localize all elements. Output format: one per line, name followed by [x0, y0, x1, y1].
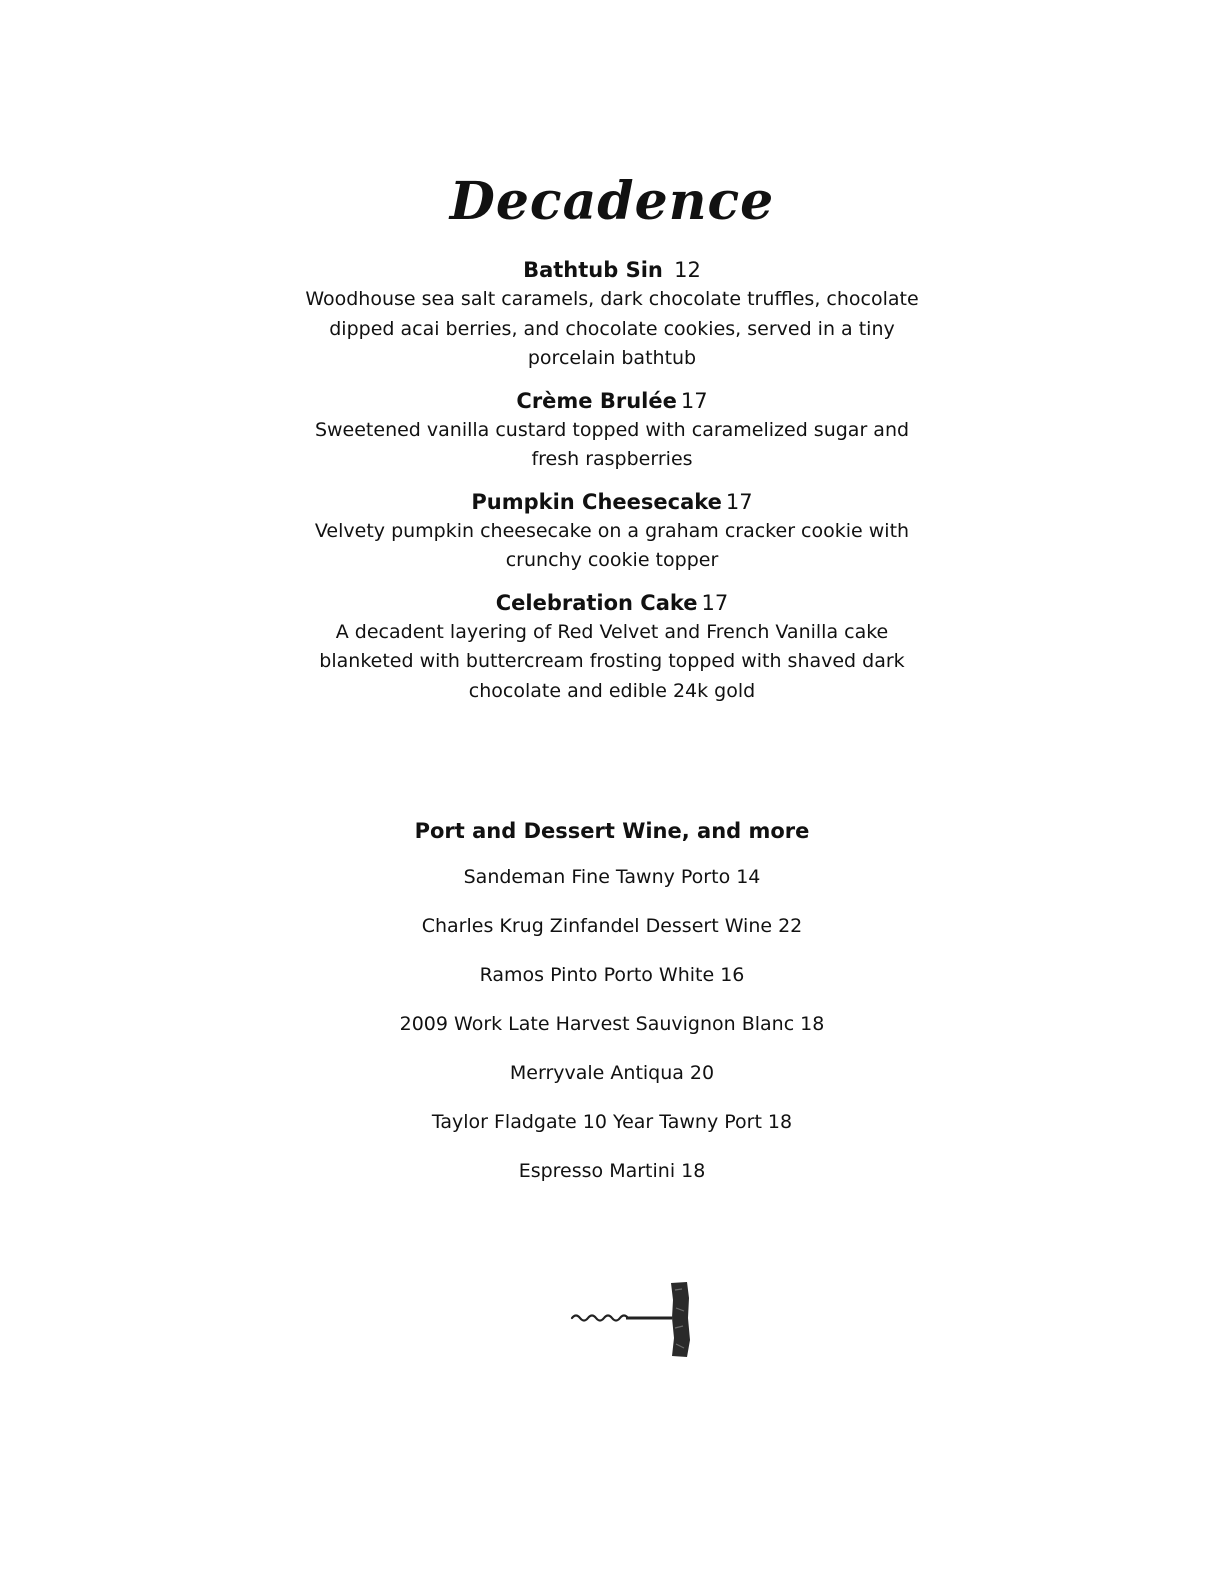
dessert-item [262, 255, 962, 374]
wine-price: 18 [681, 1160, 706, 1182]
dessert-price: 17 [725, 489, 753, 514]
dessert-price: 17 [680, 388, 708, 413]
wine-name: Ramos Pinto Porto White [479, 964, 715, 986]
dessert-description: Woodhouse sea salt caramels, dark chocolate truffles, chocolate dipped acai berries, and chocolate cookies, served in a tiny porcelain bathtub [305, 288, 919, 369]
wine-price: 14 [736, 866, 761, 888]
dessert-description: A decadent layering of Red Velvet and French Vanilla cake blanketed with buttercream frosting topped with shaved dark chocolate and edible 24k gold [319, 620, 905, 702]
wine-item [262, 1157, 962, 1185]
wine-name: Espresso Martini [518, 1160, 676, 1182]
wine-item [262, 1059, 962, 1087]
wine-item [262, 961, 962, 989]
dessert-item [262, 386, 962, 475]
wine-item [262, 912, 962, 940]
dessert-price: 17 [701, 590, 729, 615]
dessert-list [262, 255, 962, 718]
wine-price: 16 [720, 964, 745, 986]
corkscrew-icon [568, 1278, 698, 1360]
wine-price: 18 [767, 1111, 793, 1133]
dessert-item [262, 487, 962, 576]
wine-item [262, 863, 962, 891]
wine-section [262, 815, 962, 1206]
wine-name: Merryvale Antiqua [509, 1062, 684, 1084]
wine-name: Taylor Fladgate 10 Year Tawny Port [431, 1111, 762, 1133]
dessert-item [262, 588, 962, 707]
menu-title: Decadence [449, 170, 775, 232]
wine-price: 20 [689, 1062, 715, 1084]
wine-section-heading: Port and Dessert Wine, and more [414, 819, 810, 843]
wine-name: Sandeman Fine Tawny Porto [463, 866, 731, 888]
dessert-description: Sweetened vanilla custard topped with caramelized sugar and fresh raspberries [314, 418, 910, 470]
dessert-name: Celebration Cake [495, 590, 698, 615]
wine-item [262, 1010, 962, 1038]
dessert-name: Bathtub Sin [523, 258, 663, 282]
wine-name: 2009 Work Late Harvest Sauvignon Blanc [399, 1013, 795, 1035]
dessert-name: Pumpkin Cheesecake [471, 489, 722, 514]
dessert-name: Crème Brulée [516, 388, 677, 413]
wine-item [262, 1108, 962, 1136]
wine-price: 22 [778, 915, 803, 937]
wine-name: Charles Krug Zinfandel Dessert Wine [421, 915, 773, 937]
dessert-price: 12 [674, 258, 701, 282]
wine-price: 18 [800, 1013, 825, 1035]
dessert-description: Velvety pumpkin cheesecake on a graham cracker cookie with crunchy cookie topper [314, 519, 910, 571]
wine-list [262, 863, 962, 1185]
